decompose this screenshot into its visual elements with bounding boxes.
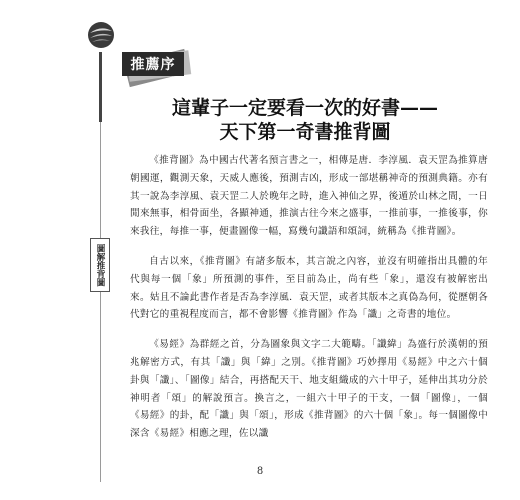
title-line-1: 這輩子一定要看一次的好書—— bbox=[171, 97, 438, 119]
body-text bbox=[130, 152, 488, 455]
paragraph: 《推背圖》為中國古代著名預言書之一，相傳是唐．李淳風．袁天罡為推算唐朝國運，觀測天象，天威人應後，預測吉凶，形成一部堪稱神奇的預測典籍。亦有其一說為李淳風、袁天罡二人於晚年之時，進入神仙之界，後遁於山林之間，一日閒來無事，相骨面坐，各顯神通，推演古往今來之盛事，一推前事，一推後事，你來我往，每推一事，便畫圖像一幅，寫幾句讖語和頌詞，統稱為《推背圖》。 bbox=[130, 155, 488, 238]
page-number: 8 bbox=[256, 466, 264, 477]
title-line-2: 天下第一奇書推背圖 bbox=[219, 121, 391, 143]
page-title bbox=[140, 96, 470, 144]
decorative-vertical-bar bbox=[99, 52, 102, 122]
side-tab: 圖解推背圖 bbox=[90, 238, 110, 292]
swirl-emblem-icon bbox=[86, 20, 116, 50]
badge-label: 推薦序 bbox=[122, 52, 184, 76]
paragraph: 《易經》為群經之首，分為圖象與文字二大範疇。「讖緯」為盛行於漢朝的預兆解密方式，有其「讖」與「緯」之別。《推背圖》巧妙擇用《易經》中之六十個卦與「讖」、「圖像」結合，再搭配天干、地支組織成的六十甲子，延伸出其功分於神明者「頌」的解說預言。換言之，一組六十甲子的干支，一個「圖像」，一個《易經》的卦，配「讖」與「頌」，形成《推背圖》的六十個「象」。每一個圖像中深含《易經》相應之理，佐以讖 bbox=[130, 339, 488, 440]
section-badge bbox=[122, 48, 194, 80]
paragraph: 自古以來，《推背圖》有諸多版本，其言說之內容，並沒有明確指出具體的年代與每一個「象」所預測的事件，至目前為止，尚有些「象」，還沒有被解密出來。姑且不論此書作者是否為李淳風．袁天罡，或者其版本之真偽為何，從歷朝各代對它的重視程度而言，都不會影響《推背圖》作為「讖」之奇書的地位。 bbox=[130, 255, 488, 321]
